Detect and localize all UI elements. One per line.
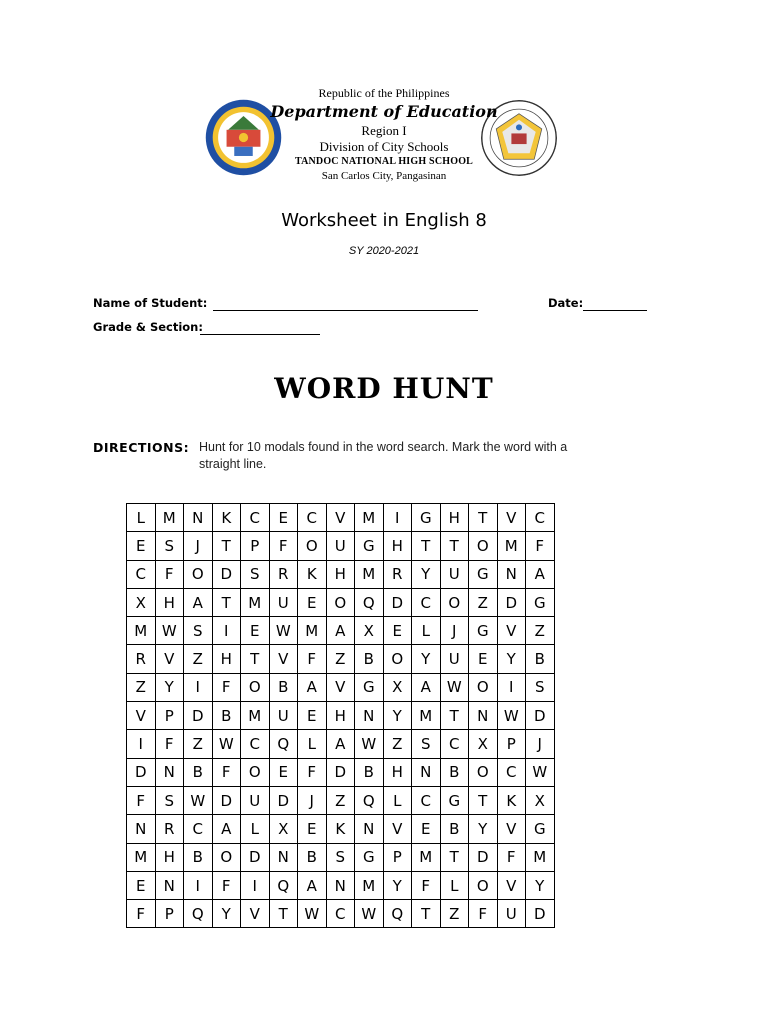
grid-cell[interactable]: N (155, 871, 184, 899)
grid-cell[interactable]: W (298, 900, 327, 928)
grid-cell[interactable]: P (383, 843, 412, 871)
grid-cell[interactable]: H (383, 532, 412, 560)
grid-cell[interactable]: N (155, 758, 184, 786)
grid-cell[interactable]: N (355, 702, 384, 730)
grid-cell[interactable]: R (269, 560, 298, 588)
grid-cell[interactable]: I (383, 504, 412, 532)
grid-cell[interactable]: I (127, 730, 156, 758)
grid-cell[interactable]: Y (383, 702, 412, 730)
grid-cell[interactable]: H (326, 560, 355, 588)
worksheet-title: Worksheet in English 8 (281, 210, 487, 231)
grid-cell[interactable]: V (326, 673, 355, 701)
grid-cell[interactable]: O (326, 588, 355, 616)
grid-row (127, 843, 555, 871)
grid-cell[interactable]: F (127, 900, 156, 928)
grid-cell[interactable]: N (127, 815, 156, 843)
grid-row (127, 702, 555, 730)
grid-row (127, 645, 555, 673)
grid-cell[interactable]: R (127, 645, 156, 673)
grid-cell[interactable]: E (469, 645, 498, 673)
grid-cell[interactable]: I (497, 673, 526, 701)
grid-cell[interactable]: K (326, 815, 355, 843)
grid-cell[interactable]: B (184, 758, 213, 786)
grid-cell[interactable]: N (184, 504, 213, 532)
grid-cell[interactable]: Z (326, 645, 355, 673)
grid-cell[interactable]: Q (184, 900, 213, 928)
grid-row (127, 900, 555, 928)
grid-cell[interactable]: S (241, 560, 270, 588)
grid-cell[interactable]: V (497, 871, 526, 899)
grid-cell[interactable]: V (497, 815, 526, 843)
grid-row (127, 871, 555, 899)
grid-cell[interactable]: O (298, 532, 327, 560)
grid-cell[interactable]: B (184, 843, 213, 871)
grid-cell[interactable]: Q (383, 900, 412, 928)
directions (93, 439, 593, 471)
grid-cell[interactable]: A (298, 871, 327, 899)
grid-cell[interactable]: Y (212, 900, 241, 928)
grid-cell[interactable]: U (269, 702, 298, 730)
grid-cell[interactable]: R (383, 560, 412, 588)
grid-cell[interactable]: M (355, 560, 384, 588)
grid-cell[interactable]: M (127, 843, 156, 871)
grid-cell[interactable]: Y (412, 560, 441, 588)
grid-cell[interactable]: L (298, 730, 327, 758)
grid-cell[interactable]: M (412, 702, 441, 730)
grid-cell[interactable]: Z (469, 588, 498, 616)
grid-cell[interactable]: X (469, 730, 498, 758)
grid-cell[interactable]: J (298, 786, 327, 814)
grid-cell[interactable]: M (155, 504, 184, 532)
grid-cell[interactable]: T (412, 900, 441, 928)
letterhead (0, 86, 768, 183)
grid-cell[interactable]: T (412, 532, 441, 560)
grid-cell[interactable]: P (241, 532, 270, 560)
grid-cell[interactable]: U (326, 532, 355, 560)
grid-cell[interactable]: A (412, 673, 441, 701)
grid-cell[interactable]: O (469, 871, 498, 899)
grid-cell[interactable]: E (412, 815, 441, 843)
grid-cell[interactable]: G (440, 786, 469, 814)
grid-cell[interactable]: Z (326, 786, 355, 814)
grid-cell[interactable]: H (155, 588, 184, 616)
grid-row (127, 588, 555, 616)
grid-cell[interactable]: F (469, 900, 498, 928)
grid-cell[interactable]: Y (383, 871, 412, 899)
grid-cell[interactable]: O (184, 560, 213, 588)
grid-cell[interactable]: S (326, 843, 355, 871)
grid-cell[interactable]: Q (269, 730, 298, 758)
grid-cell[interactable]: H (440, 504, 469, 532)
grid-cell[interactable]: T (469, 504, 498, 532)
grid-cell[interactable]: W (212, 730, 241, 758)
grid-cell[interactable]: K (497, 786, 526, 814)
grid-cell[interactable]: M (497, 532, 526, 560)
grid-cell[interactable]: D (326, 758, 355, 786)
grid-cell[interactable]: D (526, 900, 555, 928)
grid-cell[interactable]: Z (127, 673, 156, 701)
grid-cell[interactable]: D (269, 786, 298, 814)
grid-cell[interactable]: X (355, 617, 384, 645)
grid-cell[interactable]: C (241, 504, 270, 532)
grid-cell[interactable]: F (269, 532, 298, 560)
grid-cell[interactable]: M (241, 702, 270, 730)
grid-cell[interactable]: F (497, 843, 526, 871)
grid-cell[interactable]: B (298, 843, 327, 871)
directions-label: DIRECTIONS: (93, 440, 190, 455)
grid-cell[interactable]: I (184, 871, 213, 899)
grid-cell[interactable]: X (269, 815, 298, 843)
grid-cell[interactable]: X (127, 588, 156, 616)
grid-cell[interactable]: Y (526, 871, 555, 899)
grid-cell[interactable]: V (383, 815, 412, 843)
grid-cell[interactable]: T (241, 645, 270, 673)
grid-cell[interactable]: A (212, 815, 241, 843)
grid-cell[interactable]: V (269, 645, 298, 673)
grid-cell[interactable]: F (155, 730, 184, 758)
grid-cell[interactable]: Z (383, 730, 412, 758)
grid-cell[interactable]: P (155, 900, 184, 928)
grid-cell[interactable]: N (355, 815, 384, 843)
grid-cell[interactable]: T (440, 702, 469, 730)
grid-cell[interactable]: T (440, 532, 469, 560)
grid-cell[interactable]: H (155, 843, 184, 871)
grid-cell[interactable]: O (469, 532, 498, 560)
grid-cell[interactable]: U (440, 560, 469, 588)
grid-cell[interactable]: E (298, 702, 327, 730)
grid-cell[interactable]: B (355, 758, 384, 786)
grid-cell[interactable]: W (355, 900, 384, 928)
grid-cell[interactable]: T (212, 588, 241, 616)
grid-cell[interactable]: Z (440, 900, 469, 928)
grid-cell[interactable]: C (412, 588, 441, 616)
grid-cell[interactable]: E (269, 504, 298, 532)
grid-cell[interactable]: D (469, 843, 498, 871)
grid-cell[interactable]: C (440, 730, 469, 758)
grid-cell[interactable]: V (497, 617, 526, 645)
grid-cell[interactable]: D (184, 702, 213, 730)
grid-cell[interactable]: B (269, 673, 298, 701)
grid-cell[interactable]: G (469, 560, 498, 588)
grid-cell[interactable]: Z (184, 730, 213, 758)
grid-cell[interactable]: I (212, 617, 241, 645)
date-blank[interactable] (583, 298, 647, 311)
grid-cell[interactable]: D (241, 843, 270, 871)
grid-cell[interactable]: Y (155, 673, 184, 701)
grid-cell[interactable]: G (355, 532, 384, 560)
grid-cell[interactable]: T (469, 786, 498, 814)
grid-cell[interactable]: Y (497, 645, 526, 673)
school-name: TANDOC NATIONAL HIGH SCHOOL (294, 156, 474, 167)
grade-section-blank[interactable] (200, 322, 320, 335)
grid-cell[interactable]: L (412, 617, 441, 645)
grid-cell[interactable]: W (497, 702, 526, 730)
department-text: Department of Education (270, 102, 498, 121)
grid-cell[interactable]: H (212, 645, 241, 673)
grid-cell[interactable]: M (241, 588, 270, 616)
grid-cell[interactable]: F (298, 645, 327, 673)
grid-cell[interactable]: Z (526, 617, 555, 645)
grid-row (127, 730, 555, 758)
grid-cell[interactable]: Q (355, 786, 384, 814)
grid-cell[interactable]: L (383, 786, 412, 814)
grid-cell[interactable]: S (412, 730, 441, 758)
grid-cell[interactable]: K (298, 560, 327, 588)
grid-cell[interactable]: T (269, 900, 298, 928)
grid-cell[interactable]: N (497, 560, 526, 588)
grid-cell[interactable]: N (412, 758, 441, 786)
grid-cell[interactable]: S (155, 532, 184, 560)
grid-cell[interactable]: W (355, 730, 384, 758)
grid-cell[interactable]: O (383, 645, 412, 673)
grid-cell[interactable]: B (440, 815, 469, 843)
grade-section-label: Grade & Section: (93, 320, 203, 334)
grid-cell[interactable]: E (298, 588, 327, 616)
grid-cell[interactable]: C (298, 504, 327, 532)
grid-cell[interactable]: F (412, 871, 441, 899)
grid-cell[interactable]: I (184, 673, 213, 701)
grid-cell[interactable]: D (497, 588, 526, 616)
grid-cell[interactable]: N (326, 871, 355, 899)
grid-cell[interactable]: F (298, 758, 327, 786)
grid-cell[interactable]: G (526, 815, 555, 843)
grid-cell[interactable]: H (326, 702, 355, 730)
grid-cell[interactable]: O (241, 673, 270, 701)
grid-cell[interactable]: I (241, 871, 270, 899)
student-name-label: Name of Student: (93, 296, 208, 310)
grid-cell[interactable]: F (127, 786, 156, 814)
division-text: Division of City Schools (319, 139, 449, 154)
grid-row (127, 673, 555, 701)
grid-cell[interactable]: A (326, 730, 355, 758)
grid-cell[interactable]: J (526, 730, 555, 758)
grid-cell[interactable]: L (241, 815, 270, 843)
grid-cell[interactable]: K (212, 504, 241, 532)
grid-cell[interactable]: F (526, 532, 555, 560)
grid-cell[interactable]: L (440, 871, 469, 899)
grid-cell[interactable]: F (155, 560, 184, 588)
grid-cell[interactable]: D (212, 786, 241, 814)
grid-cell[interactable]: R (155, 815, 184, 843)
grid-cell[interactable]: V (127, 702, 156, 730)
grid-cell[interactable]: B (526, 645, 555, 673)
grid-cell[interactable]: S (155, 786, 184, 814)
grid-cell[interactable]: E (127, 532, 156, 560)
grid-cell[interactable]: M (412, 843, 441, 871)
grid-cell[interactable]: W (269, 617, 298, 645)
grid-cell[interactable]: U (269, 588, 298, 616)
grid-cell[interactable]: C (526, 504, 555, 532)
grid-cell[interactable]: B (212, 702, 241, 730)
grid-cell[interactable]: Z (184, 645, 213, 673)
grid-cell[interactable]: D (383, 588, 412, 616)
grid-cell[interactable]: W (440, 673, 469, 701)
grid-cell[interactable]: S (526, 673, 555, 701)
grid-cell[interactable]: Q (355, 588, 384, 616)
grid-cell[interactable]: E (241, 617, 270, 645)
grid-cell[interactable]: W (526, 758, 555, 786)
grid-cell[interactable]: C (326, 900, 355, 928)
grid-cell[interactable]: G (526, 588, 555, 616)
grid-cell[interactable]: A (298, 673, 327, 701)
grid-cell[interactable]: U (497, 900, 526, 928)
grid-cell[interactable]: X (526, 786, 555, 814)
grid-cell[interactable]: G (412, 504, 441, 532)
grid-row (127, 532, 555, 560)
grid-cell[interactable]: M (355, 504, 384, 532)
grid-cell[interactable]: G (355, 843, 384, 871)
grid-cell[interactable]: Q (269, 871, 298, 899)
grid-cell[interactable]: J (184, 532, 213, 560)
grid-row (127, 504, 555, 532)
grid-cell[interactable]: H (383, 758, 412, 786)
date-label: Date: (548, 296, 584, 310)
grid-cell[interactable]: V (497, 504, 526, 532)
grid-cell[interactable]: G (355, 673, 384, 701)
grid-row (127, 560, 555, 588)
school-year: SY 2020-2021 (348, 245, 420, 257)
grid-cell[interactable]: W (155, 617, 184, 645)
grid-cell[interactable]: S (184, 617, 213, 645)
grid-cell[interactable]: B (440, 758, 469, 786)
grid-cell[interactable]: W (184, 786, 213, 814)
grid-row (127, 786, 555, 814)
grid-cell[interactable]: C (127, 560, 156, 588)
grid-row (127, 617, 555, 645)
grid-cell[interactable]: G (469, 617, 498, 645)
grid-cell[interactable]: Y (469, 815, 498, 843)
grid-cell[interactable]: N (269, 843, 298, 871)
city-text: San Carlos City, Pangasinan (321, 170, 447, 182)
grid-cell[interactable]: E (298, 815, 327, 843)
grid-cell[interactable]: V (326, 504, 355, 532)
grid-cell[interactable]: C (241, 730, 270, 758)
word-search-grid (126, 503, 555, 928)
region-text: Region I (361, 123, 407, 138)
grid-cell[interactable]: J (440, 617, 469, 645)
grid-cell[interactable]: O (469, 758, 498, 786)
grid-cell[interactable]: V (241, 900, 270, 928)
grid-cell[interactable]: B (355, 645, 384, 673)
student-name-blank[interactable] (213, 298, 478, 311)
grid-cell[interactable]: V (155, 645, 184, 673)
grid-cell[interactable]: C (184, 815, 213, 843)
grid-cell[interactable]: X (383, 673, 412, 701)
grid-cell[interactable]: U (241, 786, 270, 814)
grid-cell[interactable]: C (497, 758, 526, 786)
grid-cell[interactable]: D (127, 758, 156, 786)
republic-text: Republic of the Philippines (318, 86, 450, 100)
grid-cell[interactable]: U (440, 645, 469, 673)
directions-text: Hunt for 10 modals found in the word search. Mark the word with a straight line. (199, 440, 568, 471)
grid-row (127, 815, 555, 843)
grid-cell[interactable]: D (526, 702, 555, 730)
grid-cell[interactable]: N (469, 702, 498, 730)
grid-cell[interactable]: O (440, 588, 469, 616)
grid-cell[interactable]: F (212, 673, 241, 701)
grid-cell[interactable]: A (184, 588, 213, 616)
grid-cell[interactable]: T (440, 843, 469, 871)
activity-title: WORD HUNT (274, 372, 494, 405)
grid-cell[interactable]: Y (412, 645, 441, 673)
grid-cell[interactable]: O (469, 673, 498, 701)
grid-cell[interactable]: M (526, 843, 555, 871)
grid-cell[interactable]: F (212, 871, 241, 899)
grid-cell[interactable]: F (212, 758, 241, 786)
grid-cell[interactable]: M (298, 617, 327, 645)
grid-cell[interactable]: E (269, 758, 298, 786)
grid-cell[interactable]: A (326, 617, 355, 645)
grid-row (127, 758, 555, 786)
grid-cell[interactable]: E (127, 871, 156, 899)
grid-cell[interactable]: P (497, 730, 526, 758)
grid-cell[interactable]: L (127, 504, 156, 532)
grid-cell[interactable]: O (241, 758, 270, 786)
grid-cell[interactable]: P (155, 702, 184, 730)
grid-cell[interactable]: M (355, 871, 384, 899)
grid-cell[interactable]: M (127, 617, 156, 645)
grid-cell[interactable]: D (212, 560, 241, 588)
grid-cell[interactable]: O (212, 843, 241, 871)
grid-cell[interactable]: C (412, 786, 441, 814)
grid-cell[interactable]: E (383, 617, 412, 645)
grid-cell[interactable]: T (212, 532, 241, 560)
grid-cell[interactable]: A (526, 560, 555, 588)
